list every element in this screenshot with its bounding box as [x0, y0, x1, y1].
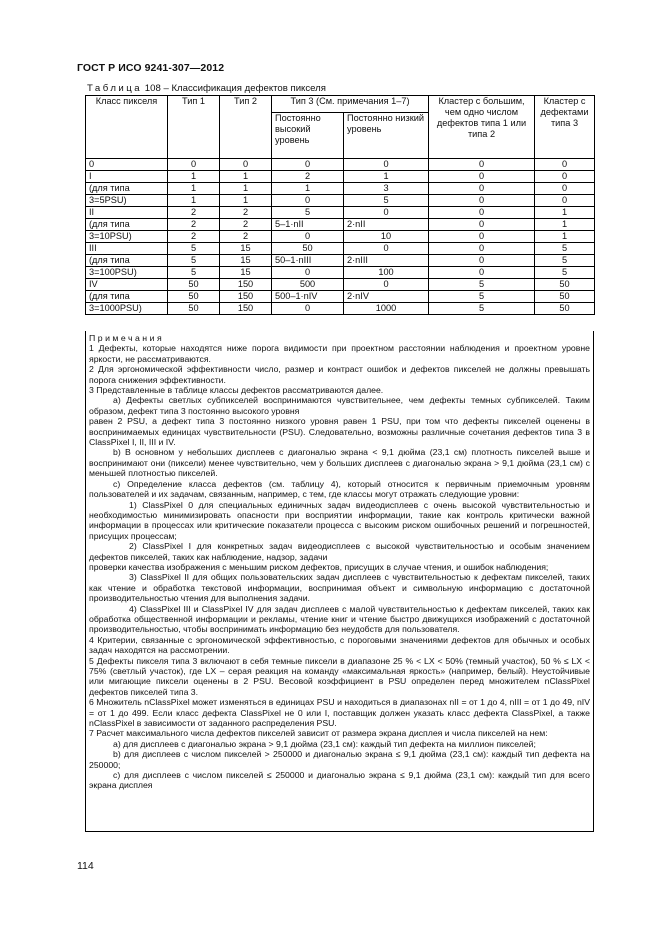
cell-c12: 5 [429, 279, 535, 291]
cell-t2: 2 [220, 219, 272, 231]
cell-cls: (для типа [86, 219, 168, 231]
cell-lo: 100 [344, 267, 429, 279]
cell-cls: (для типа [86, 291, 168, 303]
note-paragraph: а) для дисплеев с диагональю экрана > 9,1 дюйма (23,1 см): каждый тип дефекта на миллион пикселей; [113, 738, 536, 749]
note-paragraph: c) Определение класса дефектов (см. таблицу 4), который относится к первичным приемочным уровням пользователей и их задачам, связанным, например, с тем, где классы могут отражать следующие уровни: [89, 478, 590, 500]
cell-c3: 0 [535, 183, 595, 195]
cell-c3: 5 [535, 267, 595, 279]
cell-hi: 0 [272, 267, 344, 279]
cell-cls: II [86, 207, 168, 219]
cell-c3: 50 [535, 279, 595, 291]
cell-lo: 2·nII [344, 219, 429, 231]
table-row [86, 171, 595, 183]
cell-c12: 0 [429, 207, 535, 219]
cell-t2: 150 [220, 303, 272, 315]
header-type3-low: Постоянно низкий уровень [344, 113, 429, 159]
cell-t1: 2 [168, 231, 220, 243]
cell-hi: 1 [272, 183, 344, 195]
note-paragraph: 7 Расчет максимального числа дефектов пикселей зависит от размера экрана дисплея и числа пикселей на нем: [89, 728, 548, 739]
cell-lo: 0 [344, 159, 429, 171]
cell-lo: 2·nIV [344, 291, 429, 303]
note-paragraph: c) для дисплеев с числом пикселей ≤ 250000 и диагональю экрана ≤ 9,1 дюйма (23,1 см): каждый тип для всего экрана дисплея [89, 770, 590, 791]
cell-cls: IV [86, 279, 168, 291]
cell-c12: 0 [429, 231, 535, 243]
cell-cls: 3=5PSU) [86, 195, 168, 207]
cell-t2: 1 [220, 183, 272, 195]
caption-text: 108 – Классификация дефектов пикселя [144, 83, 326, 94]
defect-classification-table [85, 95, 595, 315]
cell-lo: 2·nIII [344, 255, 429, 267]
cell-t1: 2 [168, 219, 220, 231]
cell-t1: 5 [168, 255, 220, 267]
cell-c12: 0 [429, 195, 535, 207]
cell-t1: 5 [168, 243, 220, 255]
table-row [86, 183, 595, 195]
cell-t1: 1 [168, 195, 220, 207]
cell-c12: 0 [429, 255, 535, 267]
cell-t1: 5 [168, 267, 220, 279]
cell-c12: 0 [429, 171, 535, 183]
table-row [86, 255, 595, 267]
note-paragraph: 1 Дефекты, которые находятся ниже порога видимости при проектном расстоянии наблюдения и проектном уровне яркости, не рассматриваются. [89, 343, 590, 364]
page-number: 114 [77, 860, 94, 872]
cell-t2: 2 [220, 207, 272, 219]
cell-c3: 50 [535, 291, 595, 303]
cell-c3: 0 [535, 159, 595, 171]
cell-t1: 0 [168, 159, 220, 171]
cell-hi: 50–1·nIII [272, 255, 344, 267]
cell-lo: 1 [344, 171, 429, 183]
cell-t1: 50 [168, 279, 220, 291]
header-type2: Тип 2 [220, 96, 272, 159]
note-paragraph: 5 Дефекты пикселя типа 3 включают в себя темные пиксели в диапазоне 25 % < LX < 50% (темный участок), 50 % ≤ LX < 75% (светлый участок), где LX – серая реакция на команду «максимальная яркость» (например, белый). Неустойчивые или мигающие пиксели оценены в 2 PSU. Весовой коэффициент в PSU определен перед множителем nClassPixel дефектов пикселей типа 3. [89, 655, 590, 697]
notes-heading: Примечания [89, 333, 165, 343]
cell-t2: 1 [220, 171, 272, 183]
cell-lo: 0 [344, 279, 429, 291]
header-cluster-type3: Кластер с дефектами типа 3 [535, 96, 595, 159]
cell-lo: 10 [344, 231, 429, 243]
cell-hi: 0 [272, 231, 344, 243]
cell-c3: 1 [535, 207, 595, 219]
table-row [86, 303, 595, 315]
cell-t2: 15 [220, 267, 272, 279]
note-paragraph: 3) ClassPixel II для общих пользовательских задач дисплеев с чувствительностью к дефектам пикселей, таких как чтение и обработка текстовой информации, воспринимая объект и символьную информацию с достаточной производительностью чтения для выполнения задачи. [89, 572, 590, 604]
cell-cls: 0 [86, 159, 168, 171]
table-row [86, 279, 595, 291]
header-type3-high: Постоянно высокий уровень [272, 113, 344, 159]
cell-t1: 1 [168, 171, 220, 183]
cell-hi: 500–1·nIV [272, 291, 344, 303]
cell-t2: 2 [220, 231, 272, 243]
cell-c3: 50 [535, 303, 595, 315]
cell-c12: 5 [429, 303, 535, 315]
cell-c3: 1 [535, 231, 595, 243]
header-type3: Тип 3 (См. примечания 1–7) [272, 96, 429, 113]
note-paragraph: 1) ClassPixel 0 для специальных единичных задач видеодисплеев с очень высокой чувствительностью и необходимостью минимизировать опасности при восприятии информации, такие как контроль критически важной информации в процессах или критические показатели процесса с высоким риском ошибочных решений и погрешностей, присущих процессам; [89, 499, 590, 541]
cell-t2: 150 [220, 279, 272, 291]
table-notes [85, 331, 594, 832]
cell-lo: 0 [344, 243, 429, 255]
cell-hi: 5 [272, 207, 344, 219]
cell-t2: 15 [220, 243, 272, 255]
cell-c3: 0 [535, 195, 595, 207]
table-caption [87, 83, 326, 94]
cell-t1: 1 [168, 183, 220, 195]
cell-hi: 50 [272, 243, 344, 255]
header-cluster-type12: Кластер с большим, чем одно числом дефектов типа 1 или типа 2 [429, 96, 535, 159]
table-row [86, 231, 595, 243]
cell-lo: 5 [344, 195, 429, 207]
cell-t1: 50 [168, 291, 220, 303]
cell-hi: 0 [272, 303, 344, 315]
cell-lo: 1000 [344, 303, 429, 315]
cell-hi: 0 [272, 159, 344, 171]
table-row [86, 219, 595, 231]
cell-t2: 1 [220, 195, 272, 207]
table-row [86, 159, 595, 171]
note-paragraph: проверки качества изображения с меньшим риском дефектов, присущих в случае чтения, и ошибок наблюдения; [89, 561, 549, 572]
cell-t2: 0 [220, 159, 272, 171]
cell-hi: 5–1·nII [272, 219, 344, 231]
cell-c3: 5 [535, 243, 595, 255]
cell-c12: 0 [429, 243, 535, 255]
cell-c12: 0 [429, 183, 535, 195]
table-row [86, 243, 595, 255]
cell-c12: 0 [429, 267, 535, 279]
note-paragraph: 3 Представленные в таблице классы дефектов рассматриваются далее. [89, 385, 384, 396]
cell-t1: 2 [168, 207, 220, 219]
caption-label: Таблица [87, 83, 143, 94]
cell-cls: 3=10PSU) [86, 231, 168, 243]
cell-cls: III [86, 243, 168, 255]
cell-c3: 1 [535, 219, 595, 231]
cell-c12: 5 [429, 291, 535, 303]
table-row [86, 207, 595, 219]
header-type1: Тип 1 [168, 96, 220, 159]
cell-hi: 2 [272, 171, 344, 183]
cell-cls: (для типа [86, 255, 168, 267]
cell-lo: 3 [344, 183, 429, 195]
cell-c3: 5 [535, 255, 595, 267]
cell-cls: (для типа [86, 183, 168, 195]
cell-lo: 0 [344, 207, 429, 219]
cell-hi: 500 [272, 279, 344, 291]
table-row [86, 267, 595, 279]
note-paragraph: 2 Для эргономической эффективности число, размер и контраст ошибок и дефектов пикселей не должны превышать порога снижения эффективности. [89, 364, 590, 385]
table-row [86, 291, 595, 303]
note-paragraph: 4) ClassPixel III и ClassPixel IV для задач дисплеев с малой чувствительностью к дефектам пикселей, таких как обработка общественной информации и рекламы, чтение книг и чтение быстро движущихся изображений с достаточной производительностью, чтобы воспринимать информацию без неудобств для пользователя. [89, 603, 590, 635]
header-pixel-class: Класс пикселя [86, 96, 168, 159]
note-paragraph: а) Дефекты светлых субпикселей воспринимаются чувствительнее, чем дефекты темных субпикселей. Таким образом, дефект типа 3 постоянно высокого уровня [89, 395, 590, 416]
note-paragraph: b) В основном у небольших дисплеев с диагональю экрана < 9,1 дюйма (23,1 см) плотность пикселей выше и воспринимают они (пиксели) менее чувствительно, чем у больших дисплеев с диагональю экрана > 9,1 дюйма (23,1 см) с меньшей плотностью пикселей. [89, 447, 590, 479]
cell-t2: 150 [220, 291, 272, 303]
note-paragraph: b) для дисплеев с числом пикселей > 250000 и диагональю экрана ≤ 9,1 дюйма (23,1 см): каждый тип дефекта на 250000; [89, 749, 590, 770]
document-header: ГОСТ Р ИСО 9241-307—2012 [77, 62, 225, 74]
cell-t2: 15 [220, 255, 272, 267]
note-paragraph: 6 Множитель nClassPixel может изменяться в единицах PSU и находиться в диапазонах nII = от 1 до 4, nIII = от 1 до 49, nIV = от 1 до 499. Если класс дефекта ClassPixel не 0 или I, поставщик должен указать класс дефекта ClassPixel, а также nClassPixel в зависимости от заданного распределения PSU. [89, 697, 590, 729]
cell-c12: 0 [429, 159, 535, 171]
cell-cls: I [86, 171, 168, 183]
note-paragraph: равен 2 PSU, а дефект типа 3 постоянно низкого уровня равен 1 PSU, при том что дефекты пикселей оценены в воспринимаемых единицах чувствительности (PSU). Следовательно, возможны различные сочетания дефектов типа 3 в ClassPixel I, II, III и IV. [89, 416, 590, 448]
table-row [86, 195, 595, 207]
cell-c12: 0 [429, 219, 535, 231]
cell-hi: 0 [272, 195, 344, 207]
cell-c3: 0 [535, 171, 595, 183]
cell-cls: 3=1000PSU) [86, 303, 168, 315]
note-paragraph: 4 Критерии, связанные с эргономической эффективностью, с пороговыми значениями дефектов для обычных и особых задач находятся на рассмотрении. [89, 634, 590, 656]
cell-t1: 50 [168, 303, 220, 315]
note-paragraph: 2) ClassPixel I для конкретных задач видеодисплеев с высокой чувствительностью и особым значением дефектов пикселей, таких как наблюдение, надзор, задачи [89, 541, 590, 562]
cell-cls: 3=100PSU) [86, 267, 168, 279]
